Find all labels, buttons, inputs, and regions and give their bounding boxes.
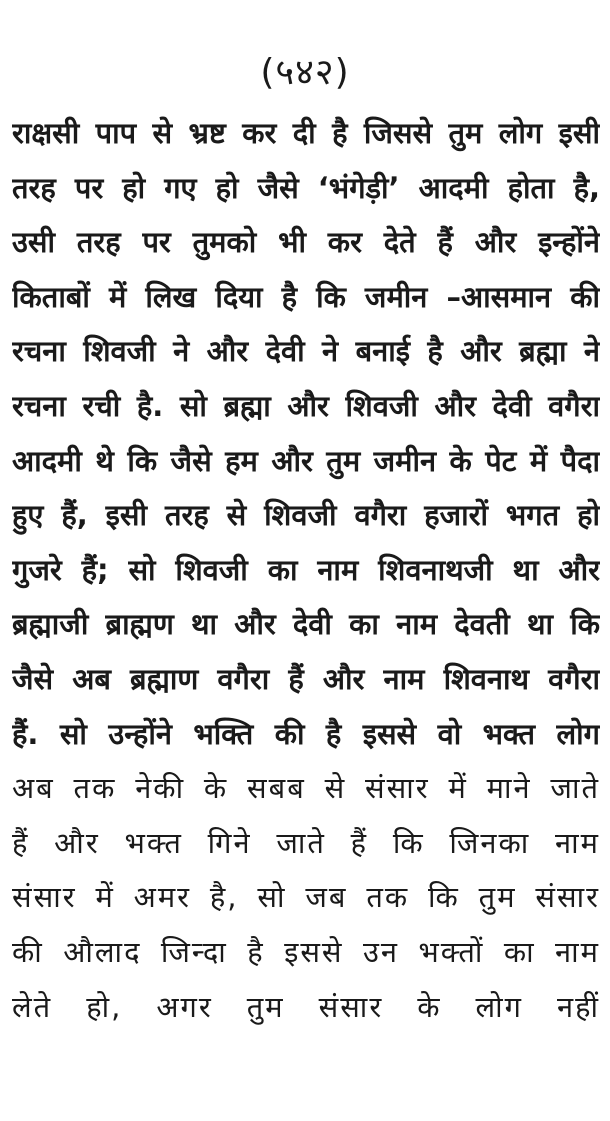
text-line-13: अब तक नेकी के सबब से संसार में माने जाते [12, 771, 600, 806]
text-line-14: हैं और भक्त गिने जाते हैं कि जिनका नाम [12, 825, 600, 860]
page-number: (५४२) [260, 52, 350, 93]
text-line-11: जैसे अब ब्रह्माण वगैरा हैं और नाम शिवनाथ वगैरा [12, 661, 600, 696]
text-line-7: आदमी थे कि जैसे हम और तुम जमीन के पेट में पैदा [12, 443, 600, 478]
text-line-8: हुए हैं, इसी तरह से शिवजी वगैरा हजारों भगत हो [12, 498, 600, 533]
text-line-9: गुजरे हैं; सो शिवजी का नाम शिवनाथजी था और [12, 552, 600, 587]
page-body-text [12, 106, 600, 1034]
text-line-12: हैं. सो उन्होंने भक्ति की है इससे वो भक्त लोग [12, 716, 600, 751]
text-line-4: किताबों में लिख दिया है कि जमीन –आसमान की [12, 279, 600, 314]
text-line-15: संसार में अमर है, सो जब तक कि तुम संसार [12, 880, 600, 915]
text-line-1: राक्षसी पाप से भ्रष्ट कर दी है जिससे तुम लोग इसी [12, 116, 600, 150]
text-line-16: की औलाद जिन्दा है इससे उन भक्तों का नाम [12, 934, 600, 969]
text-line-5: रचना शिवजी ने और देवी ने बनाई है और ब्रह्मा ने [12, 334, 600, 369]
text-line-6: रचना रची है. सो ब्रह्मा और शिवजी और देवी वगैरा [12, 388, 600, 423]
text-line-2: तरह पर हो गए हो जैसे ‘भंगेड़ी’ आदमी होता है, [12, 170, 600, 205]
text-line-3: उसी तरह पर तुमको भी कर देते हैं और इन्होंने [12, 225, 600, 260]
text-line-10: ब्रह्माजी ब्राह्मण था और देवी का नाम देवती था कि [12, 607, 600, 642]
text-line-17: लेते हो, अगर तुम संसार के लोग नहीं [12, 989, 600, 1024]
